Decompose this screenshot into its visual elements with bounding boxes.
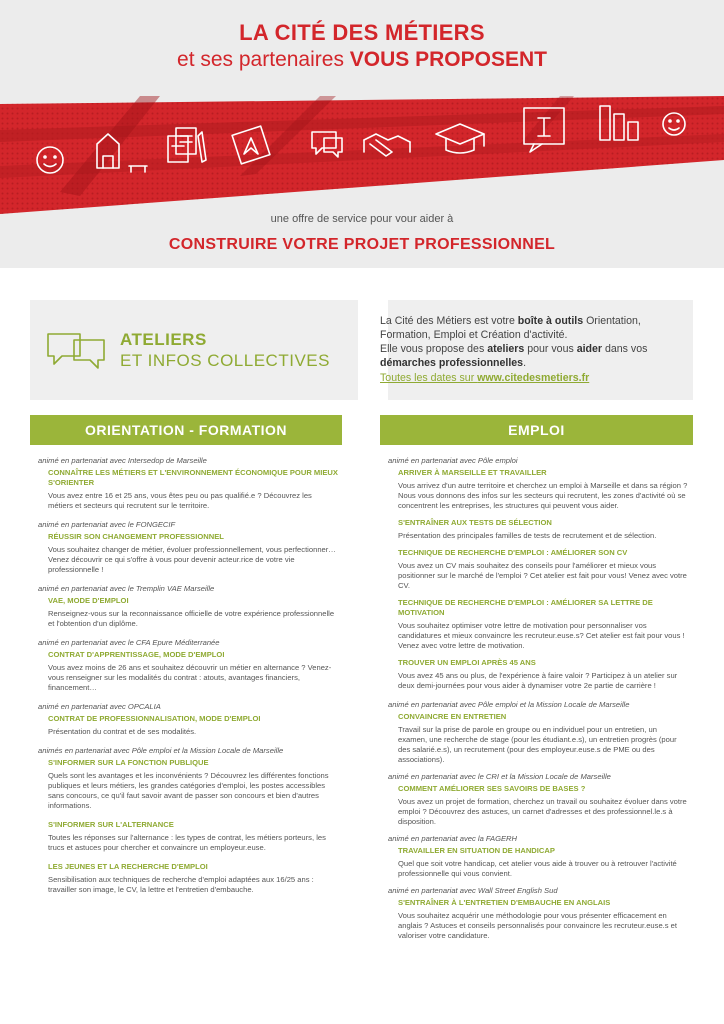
list-item bbox=[38, 638, 338, 693]
workshop-entry bbox=[48, 758, 338, 811]
workshop-entry bbox=[398, 468, 688, 511]
ateliers-subtitle: ET INFOS COLLECTIVES bbox=[120, 351, 330, 370]
ateliers-text-5: dans vos bbox=[602, 343, 648, 355]
ateliers-text-1-bold: boîte à outils bbox=[517, 315, 584, 327]
workshop-entry bbox=[398, 846, 688, 879]
workshop-description: Vous souhaitez acquérir une méthodologie pour vous présenter efficacement en anglais ? Astuces et conseils personnalisés pour convaincre les recruteur.euse.s et valoriser votre candidature. bbox=[398, 911, 678, 940]
workshop-description: Présentation du contrat et de ses modalités. bbox=[48, 727, 197, 736]
workshop-title: LES JEUNES ET LA RECHERCHE D'EMPLOI bbox=[48, 862, 208, 871]
subtitle-text: et ses partenaires bbox=[177, 48, 350, 71]
emploi-list bbox=[388, 456, 688, 950]
partner-note: animé en partenariat avec le CRI et la Mission Locale de Marseille bbox=[388, 772, 611, 781]
workshop-title: S'INFORMER SUR L'ALTERNANCE bbox=[48, 820, 174, 829]
heading-emploi: EMPLOI bbox=[380, 415, 693, 445]
workshop-description: Vous avez un CV mais souhaitez des conseils pour l'améliorer et mieux vous positionner sur le marché de l'emploi ? Cet atelier est fait pour vous! Venez avec votre CV. bbox=[398, 561, 687, 590]
workshop-entry bbox=[398, 658, 688, 691]
workshop-title: S'ENTRAÎNER À L'ENTRETIEN D'EMBAUCHE EN ANGLAIS bbox=[398, 898, 611, 907]
ateliers-text-5-bold: démarches professionnelles bbox=[380, 357, 524, 369]
workshop-title: CONTRAT DE PROFESSIONNALISATION, MODE D'EMPLOI bbox=[48, 714, 261, 723]
workshop-title: ARRIVER À MARSEILLE ET TRAVAILLER bbox=[398, 468, 547, 477]
workshop-description: Renseignez-vous sur la reconnaissance officielle de votre expérience professionnelle et l'obtention d'un diplôme. bbox=[48, 609, 335, 628]
tagline: une offre de service pour vour aider à bbox=[270, 213, 454, 225]
partner-note: animés en partenariat avec Pôle emploi et la Mission Locale de Marseille bbox=[38, 746, 284, 755]
ateliers-title: ATELIERS bbox=[120, 330, 207, 349]
workshop-description: Vous avez un projet de formation, cherchez un travail ou souhaitez évoluer dans votre emploi ? Découvrez des astuces, un carnet d'adresses et des professionnel.le.s à disposition. bbox=[398, 797, 687, 826]
partner-note: animé en partenariat avec OPCALIA bbox=[38, 702, 161, 711]
workshop-entry bbox=[48, 650, 338, 693]
workshop-entry bbox=[398, 518, 688, 541]
ateliers-text-4-bold: aider bbox=[576, 343, 603, 355]
workshop-title: COMMENT AMÉLIORER SES SAVOIRS DE BASES ? bbox=[398, 784, 586, 793]
workshop-title: TECHNIQUE DE RECHERCHE D'EMPLOI : AMÉLIORER SON CV bbox=[398, 548, 628, 557]
workshop-description: Présentation des principales familles de tests de recrutement et de sélection. bbox=[398, 531, 657, 540]
workshop-entry bbox=[398, 898, 688, 941]
workshop-entry bbox=[398, 784, 688, 827]
list-item bbox=[388, 772, 688, 827]
workshop-description: Vous avez entre 16 et 25 ans, vous êtes peu ou pas qualifié.e ? Découvrez les métiers et secteurs qui recrutent sur le territoire. bbox=[48, 491, 312, 510]
partner-note: animé en partenariat avec le CFA Epure Méditerranée bbox=[38, 638, 220, 647]
ateliers-text-2: Orientation, Formation, Emploi et Création d'activité. bbox=[380, 315, 641, 341]
workshop-entry bbox=[48, 714, 338, 737]
partner-note: animé en partenariat avec la FAGERH bbox=[388, 834, 518, 843]
workshop-title: S'INFORMER SUR LA FONCTION PUBLIQUE bbox=[48, 758, 209, 767]
list-item bbox=[38, 820, 338, 853]
workshop-title: CONNAÎTRE LES MÉTIERS ET L'ENVIRONNEMENT ÉCONOMIQUE POUR MIEUX S'ORIENTER bbox=[48, 468, 338, 487]
list-item bbox=[388, 548, 688, 591]
workshop-title: RÉUSSIR SON CHANGEMENT PROFESSIONNEL bbox=[48, 532, 224, 541]
workshop-description: Vous souhaitez changer de métier, évoluer professionnellement, vous perfectionner… Venez découvrir ce qui s'offre à vous pour devenir acteur.rice de votre vie professionnelle ! bbox=[48, 545, 336, 574]
ateliers-description bbox=[380, 314, 686, 370]
website-link[interactable] bbox=[380, 372, 589, 384]
ateliers-box bbox=[30, 300, 693, 400]
partner-note: animé en partenariat avec Intersedop de Marseille bbox=[38, 456, 207, 465]
workshop-description: Quels sont les avantages et les inconvénients ? Découvrez les différentes fonctions publiques et leurs métiers, les grandes catégories d'emploi, les postes accessibles sans concours, ce qu'il faut savoir avant de passer son concours et bien d'autres informations. bbox=[48, 771, 329, 810]
workshop-description: Vous souhaitez optimiser votre lettre de motivation pour personnaliser vos candidatures et mieux convaincre les recruteur.euse.s? Cet atelier est fait pour vous ! Venez avec votre lettre de motivation. bbox=[398, 621, 685, 650]
workshop-title: CONTRAT D'APPRENTISSAGE, MODE D'EMPLOI bbox=[48, 650, 225, 659]
list-item bbox=[388, 886, 688, 941]
list-item bbox=[38, 584, 338, 629]
list-item bbox=[38, 456, 338, 511]
workshop-entry bbox=[48, 596, 338, 629]
list-item bbox=[38, 702, 338, 737]
page-subtitle bbox=[0, 48, 724, 72]
partner-note: animé en partenariat avec Wall Street English Sud bbox=[388, 886, 558, 895]
workshop-title: TRAVAILLER EN SITUATION DE HANDICAP bbox=[398, 846, 555, 855]
list-item bbox=[388, 456, 688, 511]
headline: CONSTRUIRE VOTRE PROJET PROFESSIONNEL bbox=[168, 236, 556, 253]
partner-note: animé en partenariat avec Pôle emploi et la Mission Locale de Marseille bbox=[388, 700, 630, 709]
workshop-description: Sensibilisation aux techniques de recherche d'emploi adaptées aux 16/25 ans : travailler son image, le CV, la lettre et l'entretien d'embauche. bbox=[48, 875, 314, 894]
ateliers-text-3-bold: ateliers bbox=[487, 343, 525, 355]
workshop-entry bbox=[48, 820, 338, 853]
orientation-formation-list bbox=[38, 456, 338, 904]
workshop-entry bbox=[48, 468, 338, 511]
partner-note: animé en partenariat avec Pôle emploi bbox=[388, 456, 518, 465]
ateliers-text-3: Elle vous propose des bbox=[380, 343, 488, 355]
list-item bbox=[388, 518, 688, 541]
website-link-url[interactable]: www.citedesmetiers.fr bbox=[477, 372, 590, 384]
workshop-description: Vous avez 45 ans ou plus, de l'expérience à faire valoir ? Participez à un atelier sur deux demi-journées pour vous aider à dynamiser votre 2e partie de carrière ! bbox=[398, 671, 678, 690]
ateliers-text-1: La Cité des Métiers est votre bbox=[380, 315, 518, 327]
workshop-entry bbox=[398, 598, 688, 651]
heading-orientation-formation: ORIENTATION - FORMATION bbox=[30, 415, 342, 445]
page-title: LA CITÉ DES MÉTIERS bbox=[239, 20, 485, 45]
workshop-title: TECHNIQUE DE RECHERCHE D'EMPLOI : AMÉLIORER SA LETTRE DE MOTIVATION bbox=[398, 598, 653, 617]
workshop-description: Travail sur la prise de parole en groupe ou en individuel pour un entretien, un examen, une recherche de stage (pour les étudiant.e.s), un entretien progrès (pour des salarié.e.s), un recrutement (pour des employeur.euse.s de PME ou des associations). bbox=[398, 725, 677, 764]
workshop-entry bbox=[48, 532, 338, 575]
website-link-prefix: Toutes les dates sur bbox=[380, 372, 478, 384]
workshop-title: TROUVER UN EMPLOI APRÈS 45 ANS bbox=[398, 658, 536, 667]
list-item bbox=[388, 700, 688, 765]
list-item bbox=[38, 520, 338, 575]
list-item bbox=[388, 658, 688, 691]
workshop-title: S'ENTRAÎNER AUX TESTS DE SÉLECTION bbox=[398, 518, 552, 527]
partner-note: animé en partenariat avec le Tremplin VAE Marseille bbox=[38, 584, 215, 593]
list-item bbox=[388, 834, 688, 879]
workshop-description: Quel que soit votre handicap, cet atelier vous aide à trouver ou à retrouver l'activité professionnelle qui vous convient. bbox=[398, 859, 677, 878]
list-item bbox=[38, 746, 338, 811]
list-item bbox=[38, 862, 338, 895]
subtitle-emphasis: VOUS PROPOSENT bbox=[349, 48, 547, 71]
workshop-description: Vous arrivez d'un autre territoire et cherchez un emploi à Marseille et dans sa région ? Nous vous donnons des infos sur les secteurs qui recrutent, les zones d'activité où se concentrent les entreprises, les structures qui peuvent vous aider. bbox=[398, 481, 688, 510]
workshop-entry bbox=[48, 862, 338, 895]
workshop-entry bbox=[398, 548, 688, 591]
banner-illustration bbox=[0, 96, 724, 214]
ateliers-text-4: pour vous bbox=[524, 343, 577, 355]
workshop-title: CONVAINCRE EN ENTRETIEN bbox=[398, 712, 507, 721]
partner-note: animé en partenariat avec le FONGECIF bbox=[38, 520, 176, 529]
workshop-description: Toutes les réponses sur l'alternance : les types de contrat, les métiers porteurs, les trucs et astuces pour chercher et convaincre un employeur.euse. bbox=[48, 833, 326, 852]
ateliers-text-6: . bbox=[523, 357, 527, 369]
workshop-title: VAE, MODE D'EMPLOI bbox=[48, 596, 129, 605]
workshop-entry bbox=[398, 712, 688, 765]
list-item bbox=[388, 598, 688, 651]
speech-bubbles-icon bbox=[44, 326, 110, 374]
workshop-description: Vous avez moins de 26 ans et souhaitez découvrir un métier en alternance ? Venez-vous renseigner sur les modalités du contrat : atouts, avantages financiers, financement… bbox=[48, 663, 332, 692]
